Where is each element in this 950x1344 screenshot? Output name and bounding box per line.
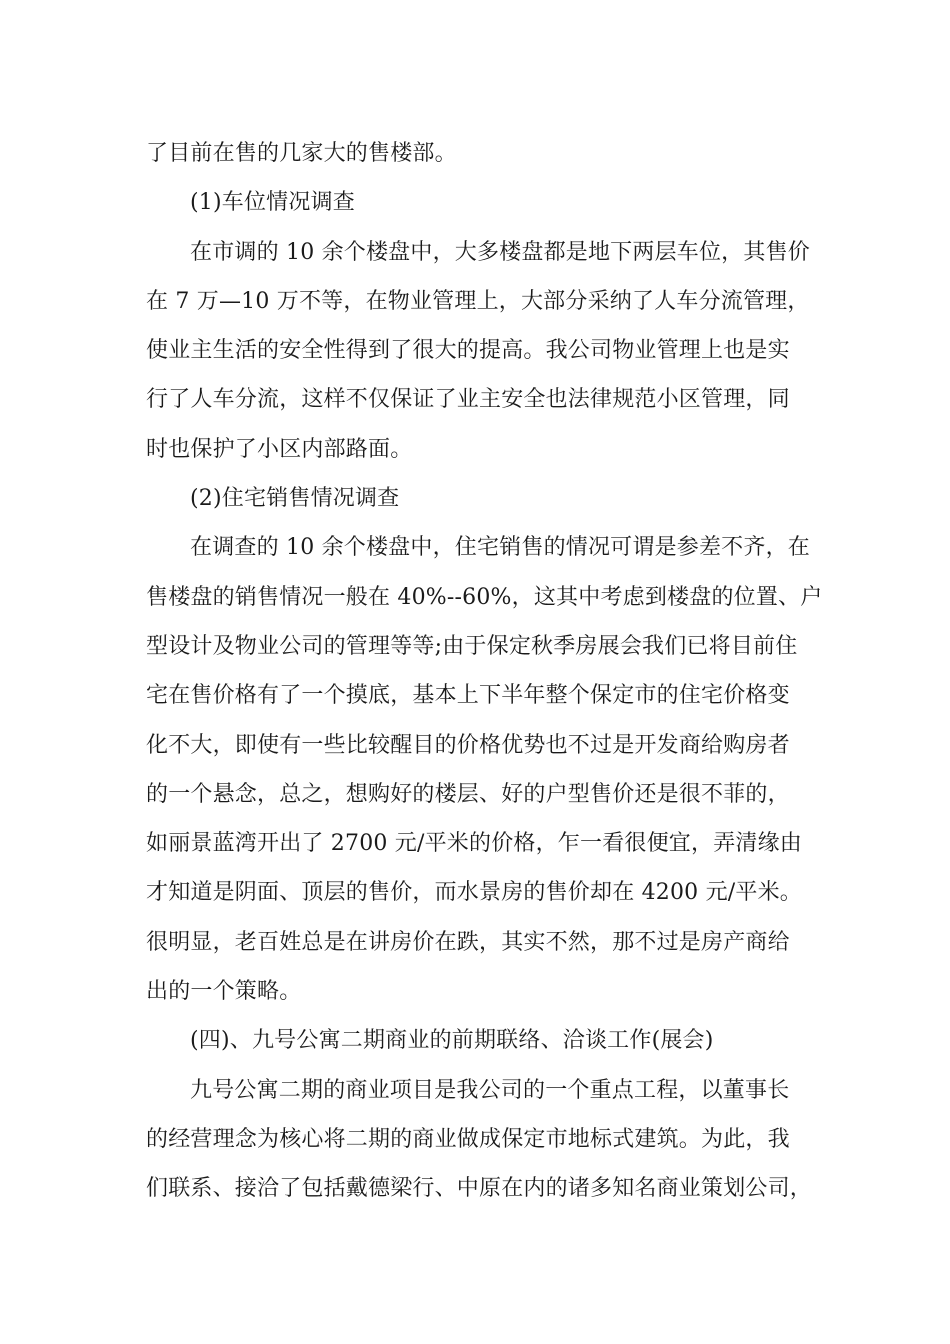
text-line: 在市调的 10 余个楼盘中，大多楼盘都是地下两层车位，其售价: [190, 239, 810, 265]
text-line: 的一个悬念，总之，想购好的楼层、好的户型售价还是很不菲的，: [146, 781, 790, 807]
text-line: 型设计及物业公司的管理等等;由于保定秋季房展会我们已将目前住: [146, 633, 798, 659]
text-line: 很明显，老百姓总是在讲房价在跌，其实不然，那不过是房产商给: [146, 929, 790, 955]
text-line: 在 7 万—10 万不等，在物业管理上，大部分采纳了人车分流管理，: [146, 288, 810, 314]
text-line: 了目前在售的几家大的售楼部。: [146, 141, 457, 166]
text-line: 九号公寓二期的商业项目是我公司的一个重点工程，以董事长: [190, 1077, 790, 1103]
text-line: 宅在售价格有了一个摸底，基本上下半年整个保定市的住宅价格变: [146, 683, 790, 709]
text-line: 行了人车分流，这样不仅保证了业主安全也法律规范小区管理，同: [146, 387, 790, 413]
text-line: 的经营理念为核心将二期的商业做成保定市地标式建筑。为此，我: [146, 1126, 790, 1152]
text-line: 出的一个策略。: [146, 979, 302, 1005]
text-line: 如丽景蓝湾开出了 2700 元/平米的价格，乍一看很便宜，弄清缘由: [146, 831, 802, 857]
text-line: 化不大，即使有一些比较醒目的价格优势也不过是开发商给购房者: [146, 732, 790, 758]
text-line: (1)车位情况调查: [190, 190, 355, 216]
text-line: (2)住宅销售情况调查: [190, 486, 400, 512]
text-line: (四)、九号公寓二期商业的前期联络、洽谈工作(展会): [190, 1028, 714, 1054]
text-line: 售楼盘的销售情况一般在 40%--60%，这其中考虑到楼盘的位置、户: [146, 584, 823, 610]
document-body: [146, 129, 823, 1214]
text-line: 使业主生活的安全性得到了很大的提高。我公司物业管理上也是实: [146, 338, 790, 364]
text-line: 们联系、接洽了包括戴德梁行、中原在内的诸多知名商业策划公司，: [146, 1176, 813, 1202]
text-line: 在调查的 10 余个楼盘中，住宅销售的情况可谓是参差不齐，在: [190, 535, 810, 561]
text-line: 才知道是阴面、顶层的售价，而水景房的售价却在 4200 元/平米。: [146, 880, 802, 906]
text-line: 时也保护了小区内部路面。: [146, 436, 413, 462]
